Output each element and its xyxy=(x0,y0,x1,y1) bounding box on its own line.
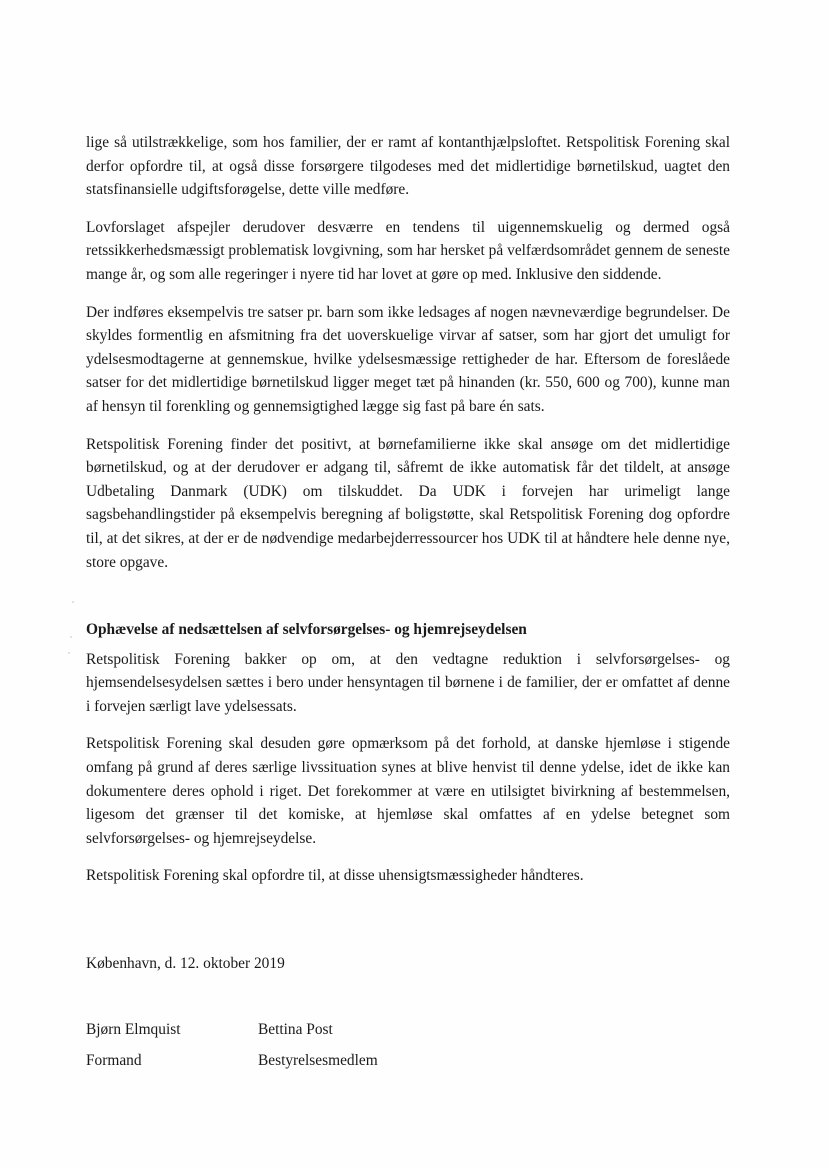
document-body xyxy=(86,131,730,1073)
signatory-title: Formand xyxy=(86,1052,142,1070)
paragraph: Retspolitisk Forening skal desuden gøre opmærksom på det forhold, at danske hjemløse i stigende omfang på grund af deres særlige livssituation synes at blive henvist til denne ydelse, idet de ikke kan dokumentere deres ophold i riget. Det forekommer at være en utilsigtet bivirkning af bestemmelsen, ligesom det grænser til det komiske, at hjemløse skal omfattes af en ydelse betegnet som selvforsørgelses- og hjemrejseydelse. xyxy=(86,735,730,847)
scan-artifact xyxy=(72,601,74,603)
paragraph: Der indføres eksempelvis tre satser pr. barn som ikke ledsages af nogen nævneværdige begrundelser. De skyldes formentlig en afsmitning fra det uoverskuelige virvar af satser, som har gjort det umuligt for ydelsesmodtagerne at gennemskue, hvilke ydelsesmæssige rettigheder de har. Eftersom de foreslåede satser for det midlertidige børnetilskud ligger meget tæt på hinanden (kr. 550, 600 og 700), kunne man af hensyn til forenkling og gennemsigtighed lægge sig fast på bare én sats. xyxy=(86,303,730,415)
signatory-name: Bjørn Elmquist xyxy=(86,1020,181,1038)
paragraph: Lovforslaget afspejler derudover desværre en tendens til uigennemskuelig og dermed også retssikkerhedsmæssigt problematisk lovgivning, som har hersket på velfærdsområdet gennem de seneste mange år, og som alle regeringer i nyere tid har lovet at gøre op med. Inklusive den siddende. xyxy=(86,218,730,283)
place-and-date: København, d. 12. oktober 2019 xyxy=(86,955,285,973)
paragraph: Retspolitisk Forening finder det positivt, at børnefamilierne ikke skal ansøge om det midlertidige børnetilskud, og at der derudover er adgang til, såfremt de ikke automatisk får det tildelt, at ansøge Udbetaling Danmark (UDK) om tilskuddet. Da UDK i forvejen har urimeligt lange sagsbehandlingstider på eksempelvis beregning af boligstøtte, skal Retspolitisk Forening dog opfordre til, at det sikres, at der er de nødvendige medarbejderressourcer hos UDK til at håndtere hele denne nye, store opgave. xyxy=(86,435,730,571)
paragraph: Retspolitisk Forening skal opfordre til, at disse uhensigtsmæssigheder håndteres. xyxy=(86,867,584,885)
signature-block xyxy=(86,1018,730,1073)
scan-artifact xyxy=(70,636,72,638)
paragraph: lige så utilstrækkelige, som hos familier, der er ramt af kontanthjælpsloftet. Retspolitisk Forening skal derfor opfordre til, at også disse forsørgere tilgodeses med det midlertidige børnetilskud, uagtet den statsfinansielle udgiftsforøgelse, dette ville medføre. xyxy=(86,134,730,199)
signatory-title: Bestyrelsesmedlem xyxy=(258,1052,378,1070)
scan-artifact xyxy=(68,652,70,654)
signatory-name: Bettina Post xyxy=(258,1020,333,1038)
section-heading: Ophævelse af nedsættelsen af selvforsørgelses- og hjemrejseydelsen xyxy=(86,621,527,639)
paragraph: Retspolitisk Forening bakker op om, at den vedtagne reduktion i selvforsørgelses- og hjemsendelsesydelsen sættes i bero under hensyntagen til børnene i de familier, der er omfattet af denne i forvejen særligt lave ydelsessats. xyxy=(86,650,730,715)
